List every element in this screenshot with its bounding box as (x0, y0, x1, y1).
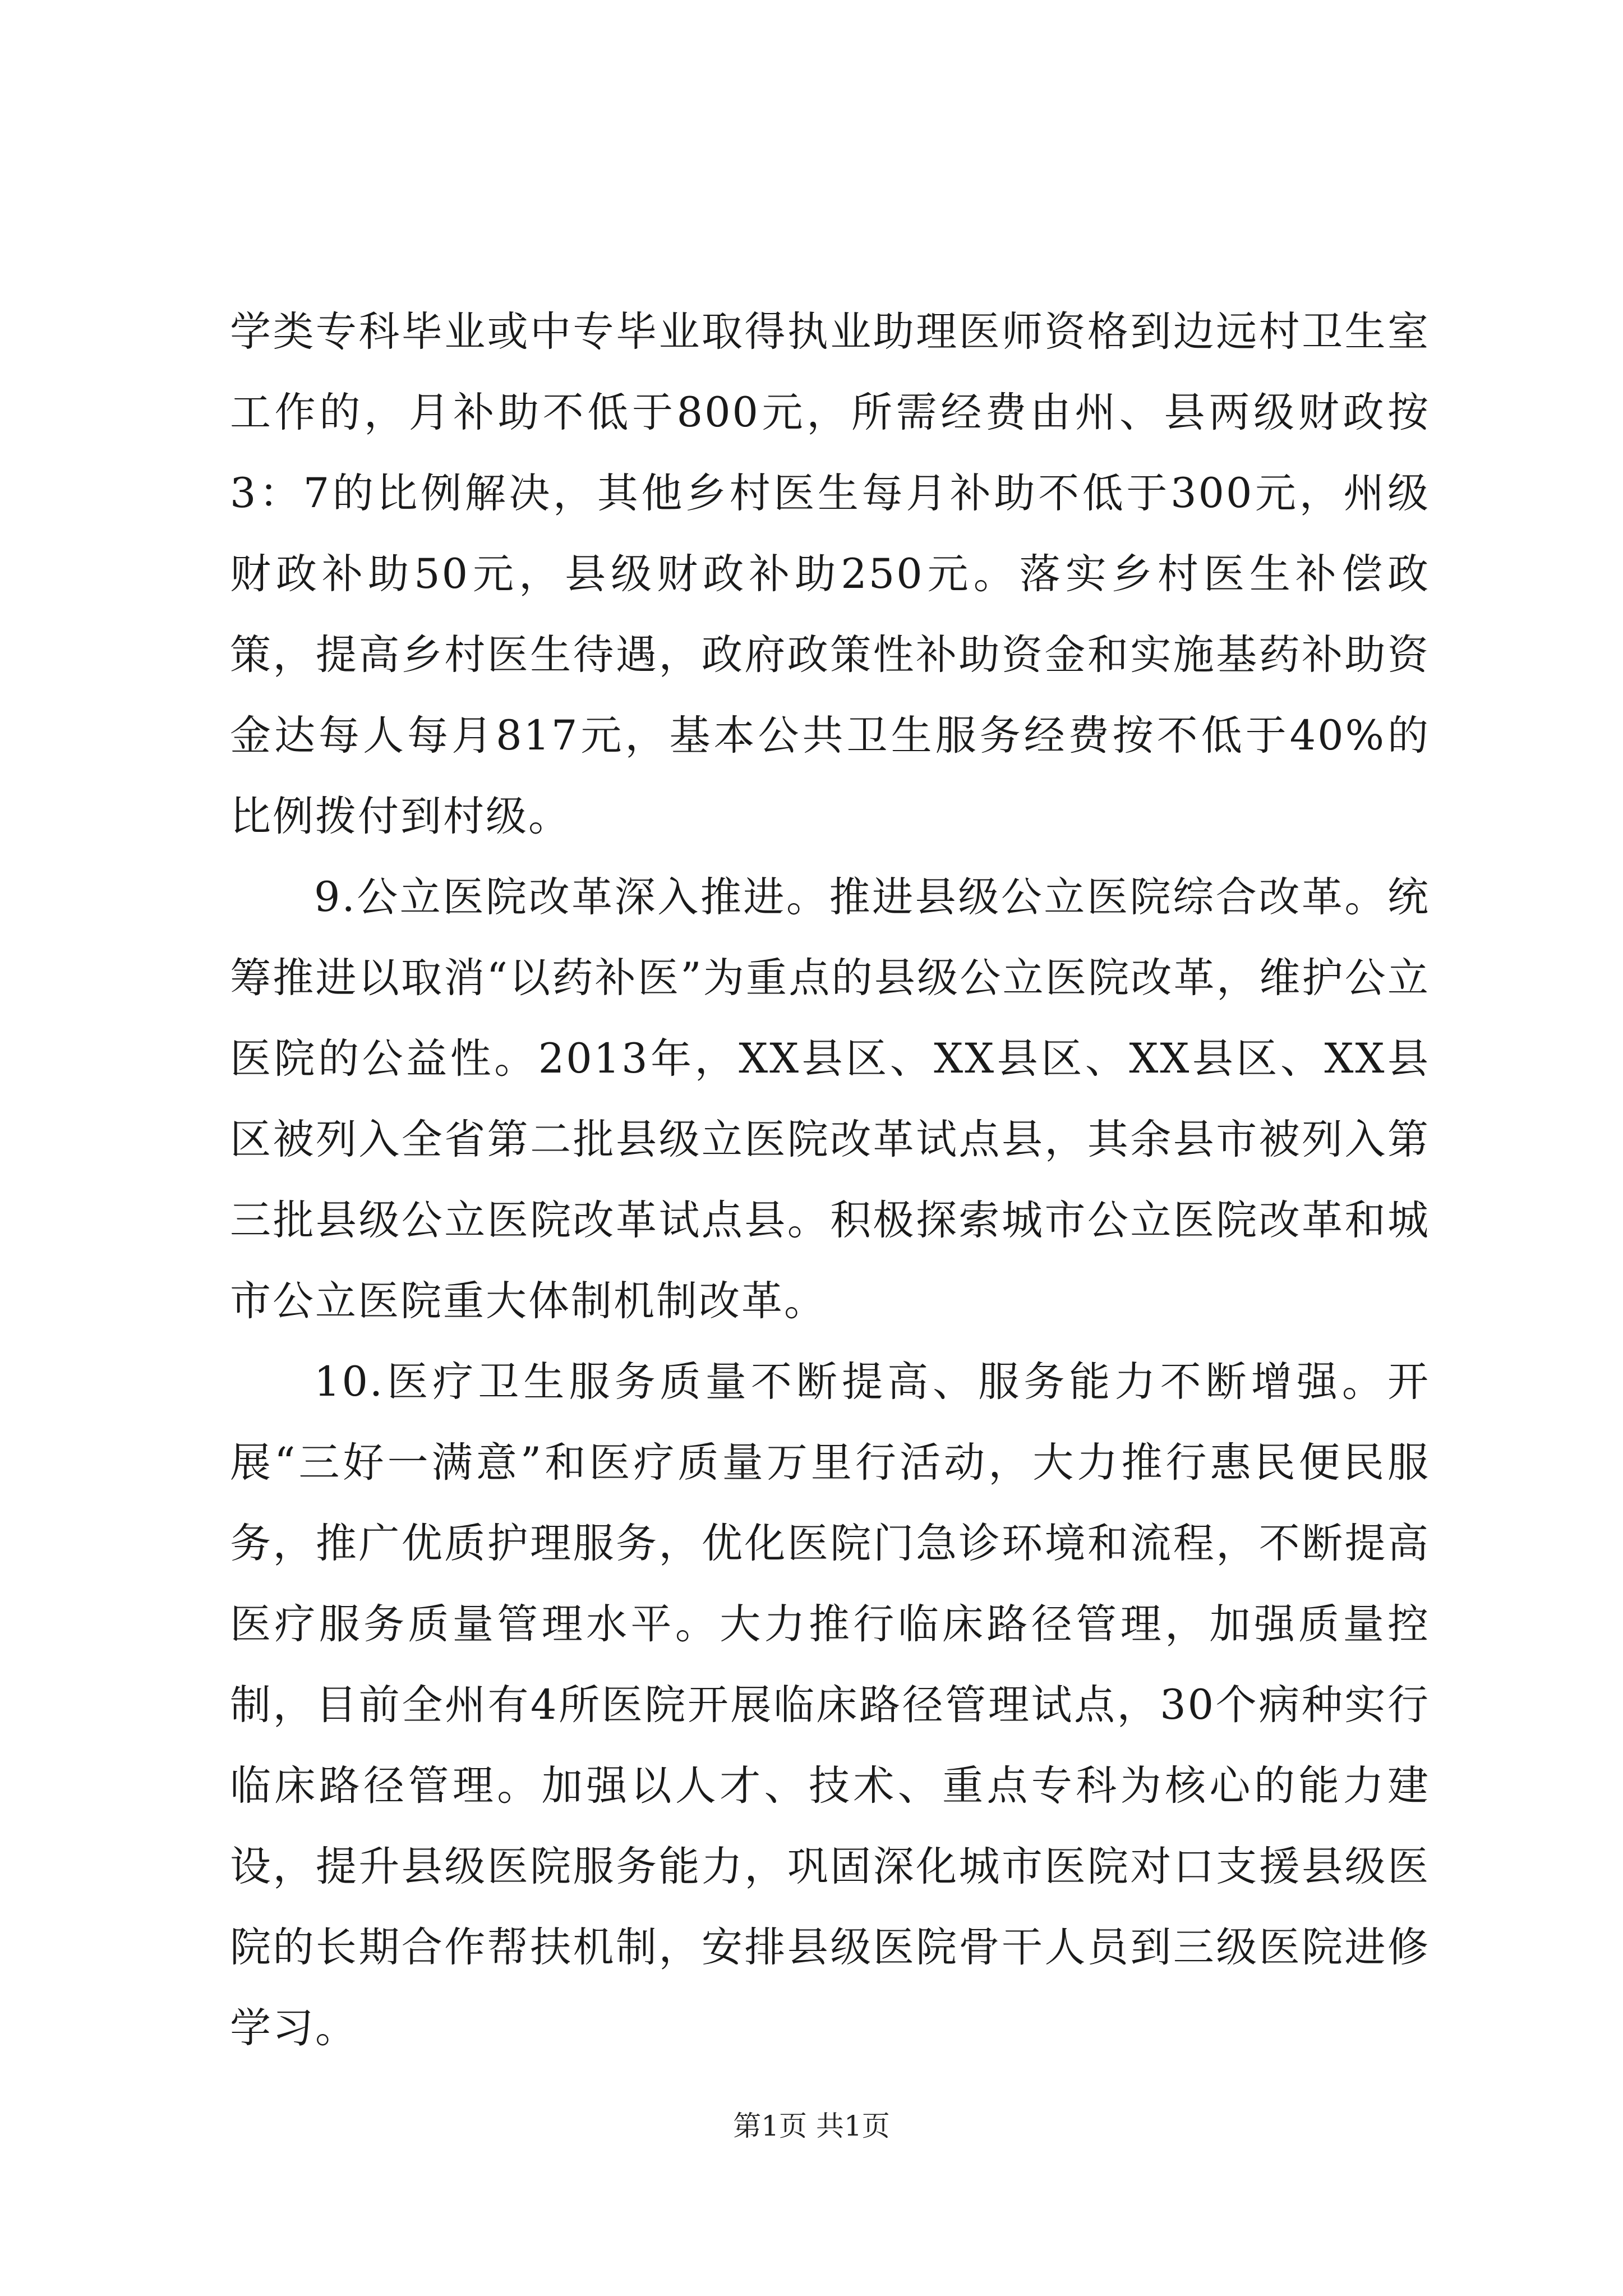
page-footer: 第1页 共1页 (733, 2110, 890, 2142)
paragraph-9-public-hospital-reform: 9.公立医院改革深入推进。推进县级公立医院综合改革。统筹推进以取消“以药补医”为重点的县级公立医院改革，维护公立医院的公益性。2013年，XX县区、XX县区、XX县区、XX县区被列入全省第二批县级立医院改革试点县，其余县市被列入第三批县级公立医院改革试点县。积极探索城市公立医院改革和城市公立医院重大体制机制改革。 (230, 873, 1430, 1325)
paragraph-10-service-quality: 10.医疗卫生服务质量不断提高、服务能力不断增强。开展“三好一满意”和医疗质量万里行活动，大力推行惠民便民服务，推广优质护理服务，优化医院门急诊环境和流程，不断提高医疗服务质量管理水平。大力推行临床路径管理，加强质量控制，目前全州有4所医院开展临床路径管理试点，30个病种实行临床路径管理。加强以人才、技术、重点专科为核心的能力建设，提升县级医院服务能力，巩固深化城市医院对口支援县级医院的长期合作帮扶机制，安排县级医院骨干人员到三级医院进修学习。 (230, 1358, 1430, 2052)
document-body (230, 292, 1430, 2069)
paragraph-continued: 学类专科毕业或中专毕业取得执业助理医师资格到边远村卫生室工作的，月补助不低于800元，所需经费由州、县两级财政按3：7的比例解决，其他乡村医生每月补助不低于300元，州级财政补助50元，县级财政补助250元。落实乡村医生补偿政策，提高乡村医生待遇，政府政策性补助资金和实施基药补助资金达每人每月817元，基本公共卫生服务经费按不低于40%的比例拨付到村级。 (230, 308, 1430, 840)
